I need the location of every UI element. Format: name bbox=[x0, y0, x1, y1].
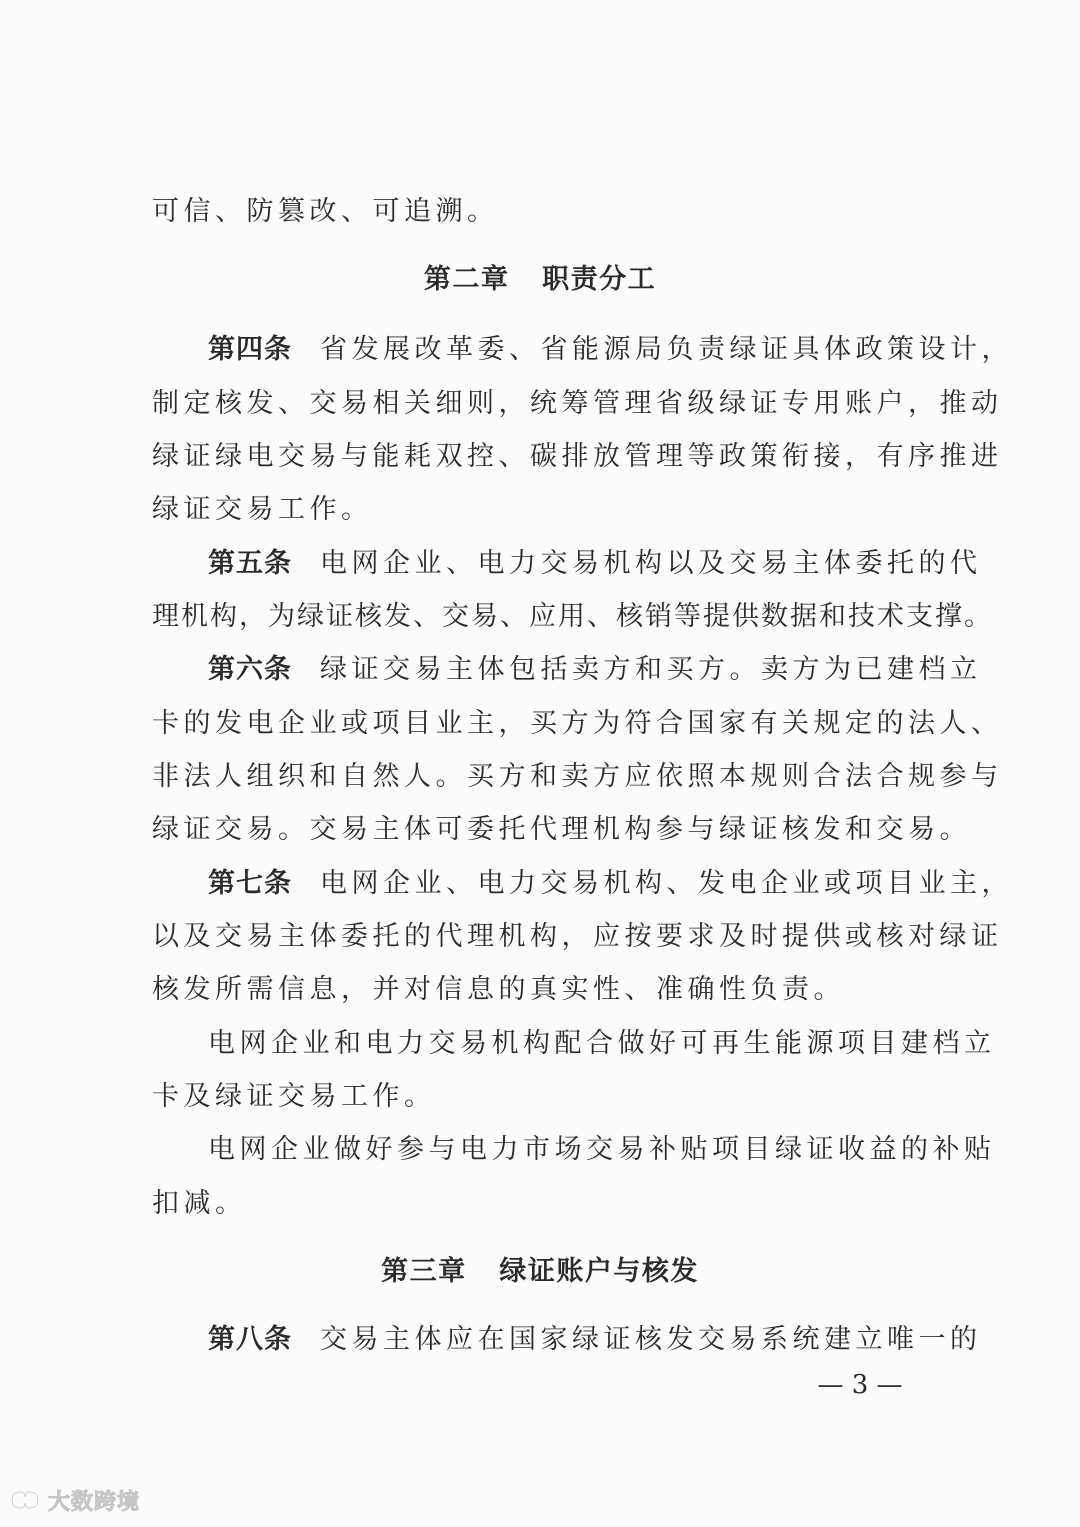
article-text: 电网企业、电力交易机构以及交易主体委托的代 bbox=[320, 548, 982, 579]
page-number: — 3 — bbox=[817, 1370, 903, 1400]
article-text: 电网企业、电力交易机构、发电企业或项目业主， bbox=[320, 868, 1013, 899]
article-label: 第五条 bbox=[208, 548, 292, 579]
body-line: 核发所需信息，并对信息的真实性、准确性负责。 bbox=[152, 974, 845, 1005]
body-line: 绿证绿电交易与能耗双控、碳排放管理等政策衔接，有序推进 bbox=[152, 441, 1003, 472]
body-line: 以及交易主体委托的代理机构，应按要求及时提供或核对绿证 bbox=[152, 921, 1003, 952]
watermark bbox=[8, 1485, 140, 1515]
article-label: 第八条 bbox=[208, 1324, 292, 1355]
body-line: 制定核发、交易相关细则，统筹管理省级绿证专用账户，推动 bbox=[152, 388, 1003, 419]
article-text: 交易主体应在国家绿证核发交易系统建立唯一的 bbox=[320, 1324, 982, 1355]
body-line: 卡及绿证交易工作。 bbox=[152, 1081, 436, 1112]
watermark-logo-icon bbox=[8, 1488, 42, 1512]
body-line: 非法人组织和自然人。买方和卖方应依照本规则合法合规参与 bbox=[152, 761, 1003, 792]
article-text: 绿证交易主体包括卖方和买方。卖方为已建档立 bbox=[320, 654, 982, 685]
chapter-heading: 第二章 职责分工 bbox=[423, 264, 657, 295]
body-line: 卡的发电企业或项目业主，买方为符合国家有关规定的法人、 bbox=[152, 708, 1003, 739]
article-label: 第七条 bbox=[208, 868, 292, 899]
body-line: 电网企业和电力交易机构配合做好可再生能源项目建档立 bbox=[208, 1028, 996, 1059]
watermark-text: 大数跨境 bbox=[48, 1489, 141, 1515]
chapter-heading: 第三章 绿证账户与核发 bbox=[381, 1256, 699, 1287]
body-line: 理机构，为绿证核发、交易、应用、核销等提供数据和技术支撑。 bbox=[152, 601, 993, 632]
body-line: 扣减。 bbox=[152, 1188, 247, 1219]
article-first-line bbox=[208, 1320, 982, 1360]
article-first-line bbox=[208, 650, 982, 690]
article-first-line bbox=[208, 864, 1013, 904]
body-line: 可信、防篡改、可追溯。 bbox=[152, 196, 499, 227]
article-label: 第四条 bbox=[208, 334, 292, 365]
body-line: 绿证交易工作。 bbox=[152, 494, 373, 525]
article-first-line bbox=[208, 330, 1013, 370]
article-first-line bbox=[208, 544, 982, 584]
article-text: 省发展改革委、省能源局负责绿证具体政策设计， bbox=[320, 334, 1013, 365]
article-label: 第六条 bbox=[208, 654, 292, 685]
body-line: 绿证交易。交易主体可委托代理机构参与绿证核发和交易。 bbox=[152, 814, 971, 845]
body-line: 电网企业做好参与电力市场交易补贴项目绿证收益的补贴 bbox=[208, 1134, 996, 1165]
